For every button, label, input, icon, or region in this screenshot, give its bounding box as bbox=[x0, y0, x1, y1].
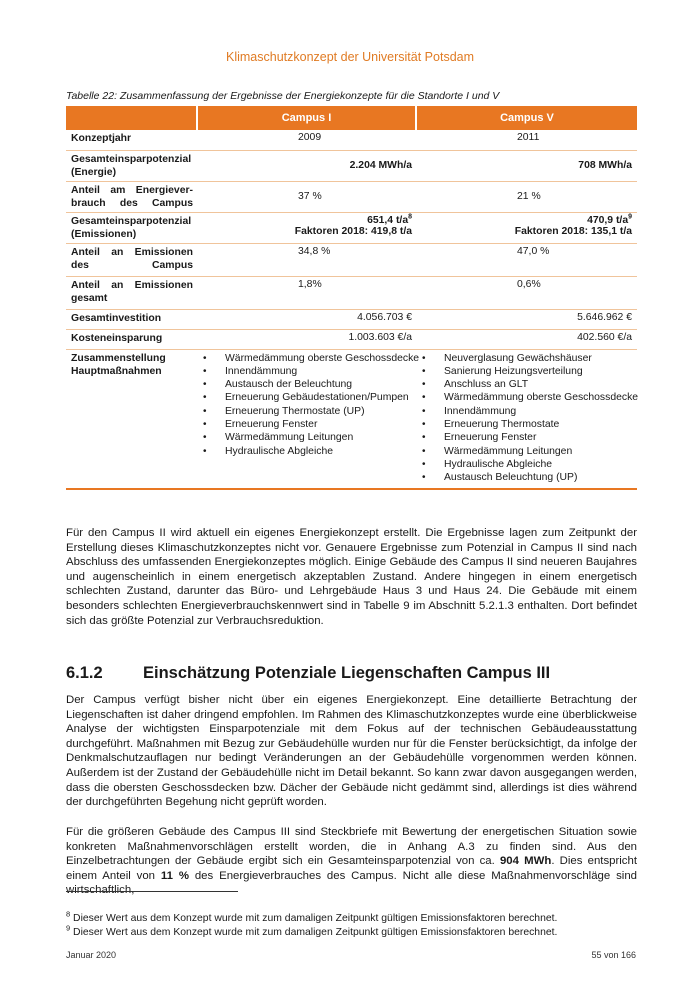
list-item: • Sanierung Heizungsverteilung bbox=[422, 365, 632, 378]
cell-value-emissions-campus-1: 651,4 $t/a^8$ Faktoren 2018: 419,8 t/a bbox=[198, 212, 417, 243]
table-row bbox=[66, 130, 637, 150]
row-label: Gesamteinsparpotenzial (Energie) bbox=[66, 150, 198, 181]
list-item: • Hydraulische Abgleiche bbox=[203, 445, 412, 458]
list-item: • Austausch der Beleuchtung bbox=[203, 378, 412, 391]
row-label: Kosteneinsparung bbox=[66, 329, 198, 349]
cell-value: 2.204 MWh/a bbox=[198, 150, 417, 181]
paragraph-campus-3-results: Für die größeren Gebäude des Campus III sind Steckbriefe mit Bewertung der energetischen Situation sowie konkreten Maßnahmenvorschlägen erstellt worden, die in Anhang A.3 zu finden sind. Aus den Einzelbetrachtungen der Gebäude ergibt sich ein Gesamteinsparpotenzial von ca. 904 MWh. Dies entspricht einem Anteil von 11 % des Energieverbrauches des Campus. Nicht alle diese Maßnahmenvorschläge sind wirtschaftlich, bbox=[66, 826, 637, 897]
cell-value: 2011 bbox=[417, 130, 637, 150]
footnote-divider bbox=[66, 891, 238, 892]
table-row bbox=[66, 212, 637, 243]
cell-value: 402.560 €/a bbox=[417, 329, 637, 349]
measures-list-campus-5 bbox=[422, 352, 639, 485]
list-item: • Wärmedämmung Leitungen bbox=[422, 445, 632, 458]
list-item: • Innendämmung bbox=[203, 365, 412, 378]
page-header: Klimaschutzkonzept der Universität Potsdam bbox=[225, 50, 475, 64]
table-row bbox=[66, 349, 637, 489]
list-item: • Wärmedämmung oberste Geschossdecke bbox=[203, 352, 412, 365]
list-item: • Erneuerung Thermostate bbox=[422, 418, 632, 431]
cell-value: 1,8% bbox=[198, 276, 417, 309]
row-label: Gesamteinsparpotenzial (Emissionen) bbox=[66, 212, 198, 243]
header-empty-cell bbox=[66, 106, 196, 130]
row-label: Anteil am Energiever-brauch des Campus bbox=[66, 181, 198, 212]
table-caption: Tabelle 22: Zusammenfassung der Ergebnisse der Energiekonzepte für die Standorte I und V bbox=[66, 90, 500, 102]
measures-campus-1 bbox=[198, 349, 420, 489]
list-item: • Neuverglasung Gewächshäuser bbox=[422, 352, 632, 365]
column-header-campus-5: Campus V bbox=[417, 106, 637, 130]
measures-list-campus-1 bbox=[203, 352, 420, 458]
list-item: • Anschluss an GLT bbox=[422, 378, 632, 391]
table-header-row bbox=[66, 106, 637, 130]
list-item: • Hydraulische Abgleiche bbox=[422, 458, 632, 471]
cell-value: 47,0 % bbox=[417, 243, 637, 276]
footnote-8: $^8$ Dieser Wert aus dem Konzept wurde mit zum damaligen Zeitpunkt gültigen Emissionsfaktoren berechnet. bbox=[66, 909, 558, 924]
list-item: • Austausch Beleuchtung (UP) bbox=[422, 471, 632, 484]
column-header-campus-1: Campus I bbox=[198, 106, 415, 130]
footer-page-number: 55 von 166 bbox=[591, 950, 636, 960]
table-row bbox=[66, 276, 637, 309]
cell-value: 5.646.962 € bbox=[417, 309, 637, 329]
list-item: • Erneuerung Thermostate (UP) bbox=[203, 405, 412, 418]
list-item: • Wärmedämmung Leitungen bbox=[203, 431, 412, 444]
cell-value: 37 % bbox=[198, 181, 417, 212]
list-item: • Erneuerung Gebäudestationen/Pumpen bbox=[203, 391, 412, 404]
row-label: Anteil an Emissionen des Campus bbox=[66, 243, 198, 276]
measures-campus-5 bbox=[417, 349, 637, 489]
table-row bbox=[66, 309, 637, 329]
paragraph-campus-2: Für den Campus II wird aktuell ein eigenes Energiekonzept erstellt. Die Ergebnisse lagen zum Zeitpunkt der Erstellung dieses Klimaschutzkonzeptes nicht vor. Genauere Ergebnisse zum Potenzial in Campus II sind nach Abschluss des umfassenden Energiekonzeptes möglich. Einige Gebäude des Campus II sind neueren Baujahres und augenscheinlich in einem energetisch akzeptablen Zustand. Andere hingegen in einem energetisch schlechten Zustand, darunter das Büro- und Lehrgebäude Haus 3 und Haus 24. Die Gebäude mit einem besonders schlechten Energieverbrauchskennwert sind in Tabelle 9 im Abschnitt 5.2.1.3 enthalten. Dort befindet sich das größte Potenzial zur Verbrauchsreduktion. bbox=[66, 527, 637, 627]
list-item: • Erneuerung Fenster bbox=[203, 418, 412, 431]
footer-date: Januar 2020 bbox=[66, 950, 117, 960]
paragraph-campus-3-intro: Der Campus verfügt bisher nicht über ein eigenes Energiekonzept. Eine detaillierte Betrachtung der Liegenschaften ist daher dringend empfohlen. Im Rahmen des Klimaschutzkonzeptes wurde eine überblickweise Analyse der wichtigsten Einsparpotenziale mit dem Fokus auf der technischen Gebäudeausstattung durchgeführt. Maßnahmen mit Bezug zur Gebäudehülle wurden nur für die Fenster berücksichtigt, da infolge der Denkmalschutzauflagen nur bedingt Veränderungen an der Gebäudehülle vorgenommen werden können. Außerdem ist der Zustand der Gebäudehülle nicht im Detail bekannt. So kann zwar davon ausgegangen werden, dass die obersten Geschossdecken bzw. Dächer der Gebäude nicht gedämmt sind, allerdings ist dies während der durchgeführten Begehung nicht geprüft worden. bbox=[66, 694, 637, 809]
list-item: • Erneuerung Fenster bbox=[422, 431, 632, 444]
row-label: Zusammenstellung Hauptmaßnahmen bbox=[66, 349, 198, 489]
row-label: Konzeptjahr bbox=[66, 130, 198, 150]
cell-value: 708 MWh/a bbox=[417, 150, 637, 181]
table-row bbox=[66, 243, 637, 276]
cell-value: 2009 bbox=[198, 130, 417, 150]
table-row bbox=[66, 181, 637, 212]
row-label: Gesamtinvestition bbox=[66, 309, 198, 329]
list-item: • Wärmedämmung oberste Geschossdecke bbox=[422, 391, 632, 404]
cell-value: 1.003.603 €/a bbox=[198, 329, 417, 349]
cell-value-emissions-campus-5: 470,9 $t/a^9$ Faktoren 2018: 135,1 t/a bbox=[417, 212, 637, 243]
row-label: Anteil an Emissionen gesamt bbox=[66, 276, 198, 309]
list-item: • Innendämmung bbox=[422, 405, 632, 418]
summary-table bbox=[66, 106, 637, 490]
cell-value: 4.056.703 € bbox=[198, 309, 417, 329]
footnote-9: $^9$ Dieser Wert aus dem Konzept wurde mit zum damaligen Zeitpunkt gültigen Emissionsfaktoren berechnet. bbox=[66, 923, 558, 938]
table-row bbox=[66, 150, 637, 181]
cell-value: 34,8 % bbox=[198, 243, 417, 276]
section-title: Einschätzung Potenziale Liegenschaften Campus III bbox=[143, 664, 551, 682]
table-row bbox=[66, 329, 637, 349]
cell-value: 21 % bbox=[417, 181, 637, 212]
section-heading bbox=[66, 664, 550, 683]
section-number: 6.1.2 bbox=[66, 664, 103, 682]
cell-value: 0,6% bbox=[417, 276, 637, 309]
